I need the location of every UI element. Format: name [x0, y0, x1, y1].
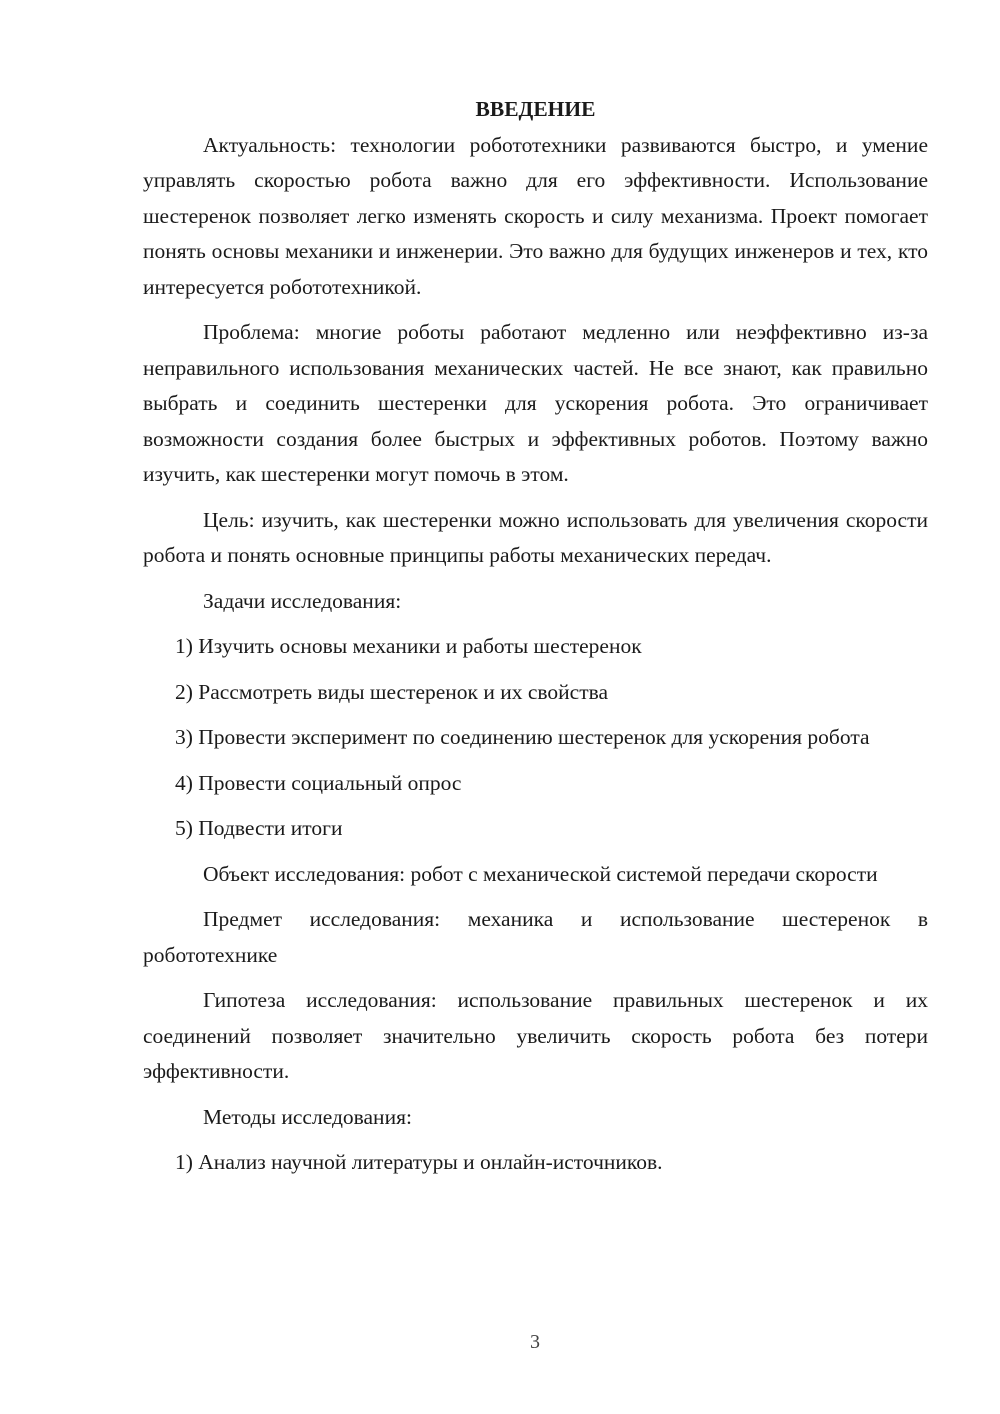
task-item-4: 4) Провести социальный опрос	[175, 770, 462, 795]
page-title: ВВЕДЕНИЕ	[475, 97, 596, 121]
methods-title: Методы исследования:	[203, 1104, 412, 1129]
task-item-3: 3) Провести эксперимент по соединению шестеренок для ускорения робота	[175, 725, 870, 749]
task-item-5: 5) Подвести итоги	[175, 816, 343, 840]
document-page	[143, 92, 928, 1191]
page-number: 3	[530, 1331, 540, 1353]
paragraph-relevance: Актуальность: технологии робототехники развиваются быстро, и умение управлять скоростью робота важно для его эффективности. Использование шестеренок позволяет легко изменять скорость и силу механизма. Проект помогает понять основы механики и инженерии. Это важно для будущих инженеров и тех, кто интересуется робототехникой.	[143, 132, 928, 299]
paragraph-goal: Цель: изучить, как шестеренки можно использовать для увеличения скорости робота и понять основные принципы работы механических передач.	[143, 507, 928, 567]
task-item-2: 2) Рассмотреть виды шестеренок и их свойства	[175, 679, 609, 704]
paragraph-subject: Предмет исследования: механика и использование шестеренок в робототехнике	[143, 907, 928, 967]
method-item-1: 1) Анализ научной литературы и онлайн-источников.	[175, 1150, 663, 1174]
task-item-1: 1) Изучить основы механики и работы шестеренок	[175, 634, 642, 658]
paragraph-problem: Проблема: многие роботы работают медленно или неэффективно из-за неправильного использования механических частей. Не все знают, как правильно выбрать и соединить шестеренки для ускорения робота. Это ограничивает возможности создания более быстрых и эффективных роботов. Поэтому важно изучить, как шестеренки могут помочь в этом.	[143, 320, 928, 486]
paragraph-hypothesis: Гипотеза исследования: использование правильных шестеренок и их соединений позволяет значительно увеличить скорость робота без потери эффективности.	[143, 988, 928, 1083]
paragraph-object: Объект исследования: робот с механической системой передачи скорости	[203, 861, 878, 886]
tasks-title: Задачи исследования:	[203, 588, 402, 613]
